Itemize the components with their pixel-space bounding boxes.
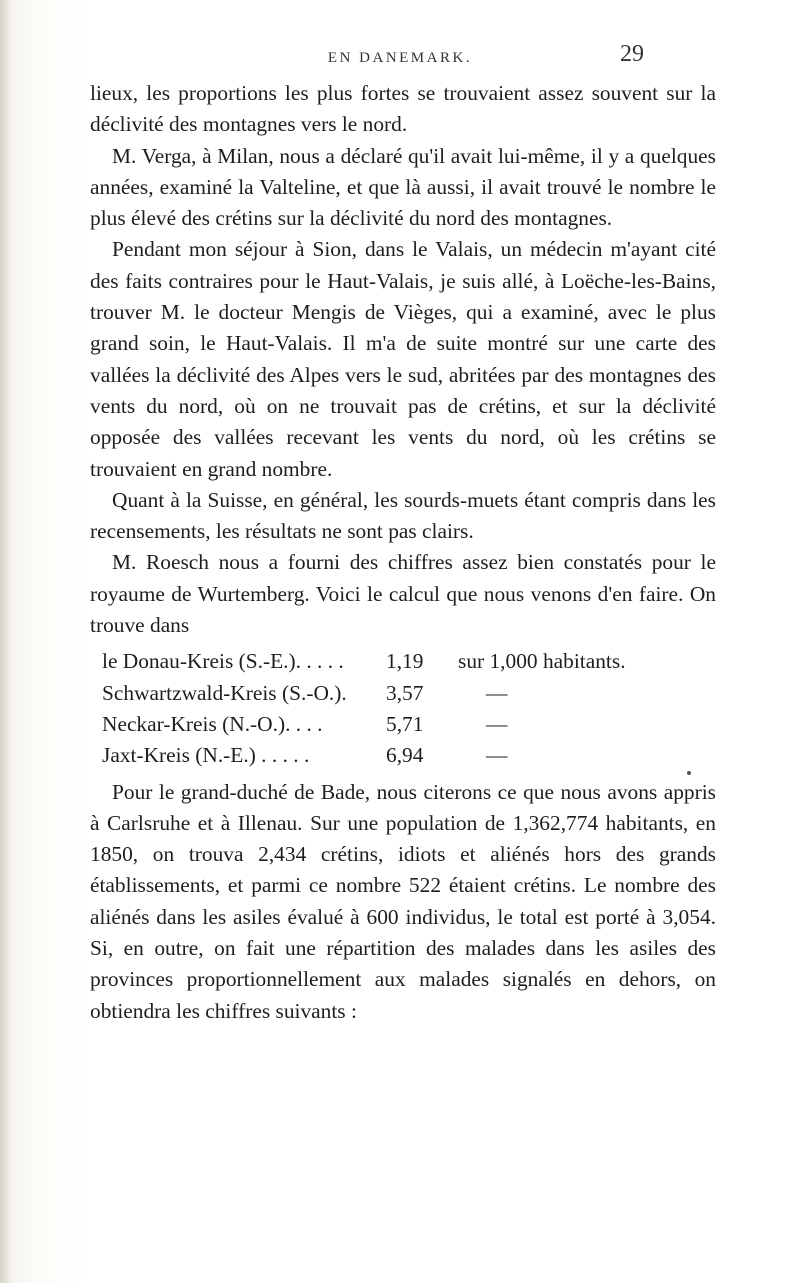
row-value: 6,94 xyxy=(386,743,424,768)
row-unit: — xyxy=(486,743,508,768)
row-label: Schwartzwald-Kreis (S.-O.). xyxy=(102,680,347,705)
table-row xyxy=(90,678,716,709)
table-row xyxy=(90,709,716,740)
page-number: 29 xyxy=(620,41,644,67)
paragraph-5: M. Roesch nous a fourni des chiffres assez bien constatés pour le royaume de Wurtemberg. Voici le calcul que nous venons d'en faire. On trouve dans xyxy=(90,550,716,638)
paragraph-closing: Pour le grand-duché de Bade, nous citerons ce que nous avons appris à Carlsruhe et à Illenau. Sur une population de 1,362,774 habitants, en 1850, on trouva 2,434 crétins, idiots et aliénés hors des grands établissements, et parmi ce nombre 522 étaient crétins. Le nombre des aliénés dans les asiles évalué à 600 individus, le total est porté à 3,054. Si, en outre, on fait une répartition des malades dans les asiles des provinces proportionnellement aux malades signalés en dehors, on obtiendra les chiffres suivants : xyxy=(90,779,716,1023)
paragraph-4: Quant à la Suisse, en général, les sourds-muets étant compris dans les recensements, les résultats ne sont pas clairs. xyxy=(90,487,716,544)
paragraph-2: M. Verga, à Milan, nous a déclaré qu'il avait lui-même, il y a quelques années, examiné la Valteline, et que là aussi, il avait trouvé le nombre le plus élevé des crétins sur la déclivité du nord des montagnes. xyxy=(90,143,716,231)
row-label: Neckar-Kreis (N.-O.). . . . xyxy=(102,711,323,736)
row-label: Jaxt-Kreis (N.-E.) . . . . . xyxy=(102,743,310,768)
page-binding-shadow xyxy=(0,0,10,1283)
paragraph-3: Pendant mon séjour à Sion, dans le Valais, un médecin m'ayant cité des faits contraires pour le Haut-Valais, je suis allé, à Loëche-les-Bains, trouver M. le docteur Mengis de Vièges, qui a examiné, avec le plus grand soin, le Haut-Valais. Il m'a de suite montré sur une carte des vallées la déclivité des Alpes vers le sud, abritées par des montagnes des vents du nord, où on ne trouvait pas de crétins, et sur la déclivité opposée des vallées recevant les vents du nord, où les crétins se trouvaient en grand nombre. xyxy=(90,237,716,481)
row-unit: sur 1,000 habitants. xyxy=(458,649,626,674)
statistics-table xyxy=(90,646,716,771)
row-unit: — xyxy=(486,680,508,705)
row-value: 5,71 xyxy=(386,711,424,736)
running-head: EN DANEMARK. xyxy=(327,50,473,66)
body-text xyxy=(90,78,716,1027)
row-value: 1,19 xyxy=(386,649,424,674)
paragraph-1: lieux, les proportions les plus fortes se trouvaient assez souvent sur la déclivité des montagnes vers le nord. xyxy=(90,81,716,137)
table-row xyxy=(90,646,716,677)
row-label: le Donau-Kreis (S.-E.). . . . . xyxy=(102,649,344,674)
margin-dot xyxy=(687,771,691,775)
row-value: 3,57 xyxy=(386,680,424,705)
table-row xyxy=(90,740,716,771)
row-unit: — xyxy=(486,711,508,736)
